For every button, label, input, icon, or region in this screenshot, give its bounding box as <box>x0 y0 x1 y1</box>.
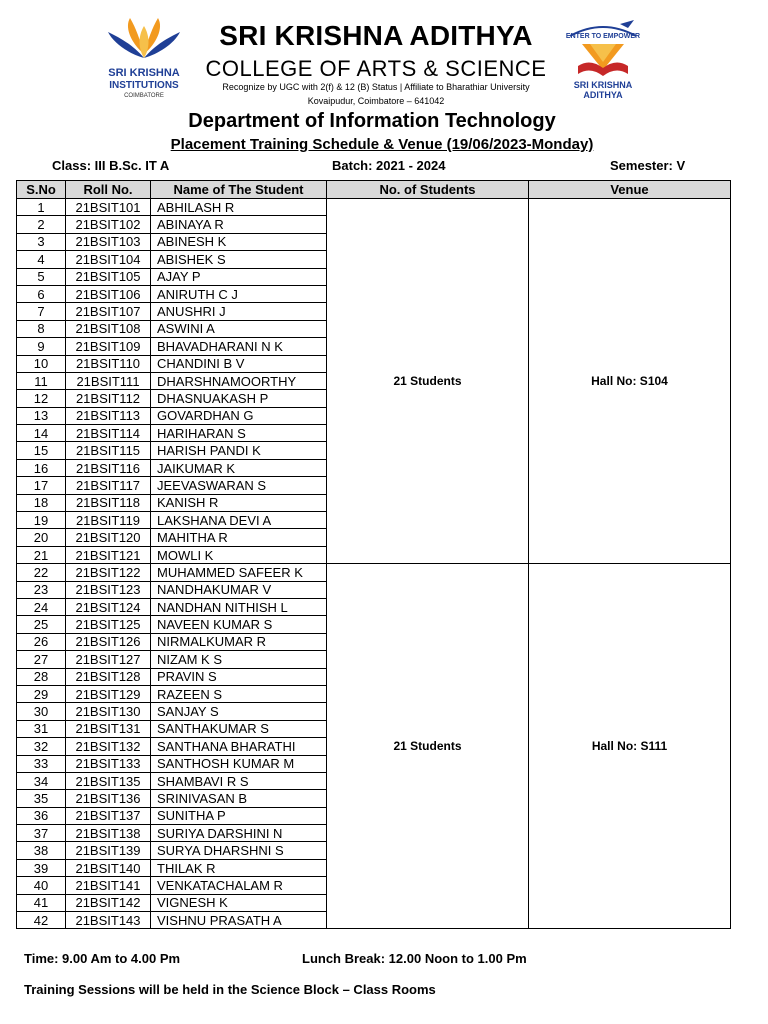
roll-no-cell: 21BSIT117 <box>66 477 151 494</box>
sno-cell: 38 <box>17 842 66 859</box>
column-header-student-count: No. of Students <box>327 181 529 199</box>
student-name-cell: MOWLI K <box>151 546 327 563</box>
student-name-cell: JEEVASWARAN S <box>151 477 327 494</box>
student-name-cell: KANISH R <box>151 494 327 511</box>
student-name-cell: LAKSHANA DEVI A <box>151 512 327 529</box>
college-address: Kovaipudur, Coimbatore – 641042 <box>307 96 445 106</box>
roll-no-cell: 21BSIT114 <box>66 425 151 442</box>
student-name-cell: SURIYA DARSHINI N <box>151 825 327 842</box>
student-name-cell: SANJAY S <box>151 703 327 720</box>
sno-cell: 10 <box>17 355 66 372</box>
sno-cell: 37 <box>17 825 66 842</box>
training-time: Time: 9.00 Am to 4.00 Pm <box>24 951 181 966</box>
sno-cell: 24 <box>17 598 66 615</box>
student-name-cell: ABINAYA R <box>151 216 327 233</box>
sno-cell: 23 <box>17 581 66 598</box>
sno-cell: 16 <box>17 459 66 476</box>
class-info: Class: III B.Sc. IT A <box>52 158 170 173</box>
svg-text:ADITHYA: ADITHYA <box>583 90 623 100</box>
sno-cell: 26 <box>17 633 66 650</box>
student-name-cell: JAIKUMAR K <box>151 459 327 476</box>
roll-no-cell: 21BSIT140 <box>66 859 151 876</box>
roll-no-cell: 21BSIT119 <box>66 512 151 529</box>
sno-cell: 41 <box>17 894 66 911</box>
sno-cell: 4 <box>17 251 66 268</box>
roll-no-cell: 21BSIT103 <box>66 233 151 250</box>
student-name-cell: NIZAM K S <box>151 651 327 668</box>
student-name-cell: MUHAMMED SAFEER K <box>151 564 327 581</box>
column-header-roll-no: Roll No. <box>66 181 151 199</box>
student-name-cell: DHARSHNAMOORTHY <box>151 372 327 389</box>
roll-no-cell: 21BSIT132 <box>66 738 151 755</box>
sno-cell: 12 <box>17 390 66 407</box>
sno-cell: 9 <box>17 338 66 355</box>
roll-no-cell: 21BSIT107 <box>66 303 151 320</box>
student-name-cell: ABISHEK S <box>151 251 327 268</box>
student-name-cell: SHAMBAVI R S <box>151 772 327 789</box>
student-name-cell: BHAVADHARANI N K <box>151 338 327 355</box>
column-header-student-name: Name of The Student <box>151 181 327 199</box>
roll-no-cell: 21BSIT123 <box>66 581 151 598</box>
svg-text:COIMBATORE: COIMBATORE <box>124 93 164 99</box>
student-name-cell: RAZEEN S <box>151 685 327 702</box>
student-name-cell: ANUSHRI J <box>151 303 327 320</box>
roll-no-cell: 21BSIT135 <box>66 772 151 789</box>
sno-cell: 32 <box>17 738 66 755</box>
schedule-title: Placement Training Schedule & Venue (19/06/2023-Monday) <box>170 136 594 153</box>
sno-cell: 17 <box>17 477 66 494</box>
sno-cell: 40 <box>17 877 66 894</box>
sno-cell: 31 <box>17 720 66 737</box>
roll-no-cell: 21BSIT115 <box>66 442 151 459</box>
table-header-row <box>17 181 731 199</box>
student-name-cell: PRAVIN S <box>151 668 327 685</box>
college-recognition: Recognize by UGC with 2(f) & 12 (B) Status | Affiliate to Bharathiar University <box>222 82 530 92</box>
sno-cell: 27 <box>17 651 66 668</box>
student-schedule-table <box>16 180 731 929</box>
sno-cell: 42 <box>17 912 66 929</box>
roll-no-cell: 21BSIT143 <box>66 912 151 929</box>
training-location-note: Training Sessions will be held in the Science Block – Class Rooms <box>24 982 436 997</box>
student-name-cell: ANIRUTH C J <box>151 285 327 302</box>
student-name-cell: NAVEEN KUMAR S <box>151 616 327 633</box>
student-count-cell: 21 Students <box>327 564 529 929</box>
sno-cell: 18 <box>17 494 66 511</box>
roll-no-cell: 21BSIT118 <box>66 494 151 511</box>
roll-no-cell: 21BSIT136 <box>66 790 151 807</box>
student-name-cell: DHASNUAKASH P <box>151 390 327 407</box>
roll-no-cell: 21BSIT116 <box>66 459 151 476</box>
roll-no-cell: 21BSIT133 <box>66 755 151 772</box>
student-name-cell: ASWINI A <box>151 320 327 337</box>
sno-cell: 5 <box>17 268 66 285</box>
sno-cell: 34 <box>17 772 66 789</box>
student-name-cell: NANDHAN NITHISH L <box>151 598 327 615</box>
sno-cell: 29 <box>17 685 66 702</box>
student-name-cell: SURYA DHARSHNI S <box>151 842 327 859</box>
roll-no-cell: 21BSIT121 <box>66 546 151 563</box>
roll-no-cell: 21BSIT137 <box>66 807 151 824</box>
student-name-cell: VENKATACHALAM R <box>151 877 327 894</box>
college-name: SRI KRISHNA ADITHYA <box>219 20 533 51</box>
sno-cell: 1 <box>17 199 66 216</box>
table-row <box>17 564 731 581</box>
student-count-cell: 21 Students <box>327 199 529 564</box>
roll-no-cell: 21BSIT129 <box>66 685 151 702</box>
column-header-sno: S.No <box>17 181 66 199</box>
roll-no-cell: 21BSIT141 <box>66 877 151 894</box>
student-name-cell: MAHITHA R <box>151 529 327 546</box>
venue-cell: Hall No: S111 <box>529 564 731 929</box>
student-name-cell: NIRMALKUMAR R <box>151 633 327 650</box>
sno-cell: 15 <box>17 442 66 459</box>
sno-cell: 13 <box>17 407 66 424</box>
student-name-cell: SANTHOSH KUMAR M <box>151 755 327 772</box>
sno-cell: 8 <box>17 320 66 337</box>
sno-cell: 3 <box>17 233 66 250</box>
student-name-cell: ABINESH K <box>151 233 327 250</box>
student-name-cell: SANTHANA BHARATHI <box>151 738 327 755</box>
sno-cell: 25 <box>17 616 66 633</box>
sri-krishna-institutions-logo <box>96 14 192 104</box>
sno-cell: 11 <box>17 372 66 389</box>
roll-no-cell: 21BSIT122 <box>66 564 151 581</box>
sno-cell: 20 <box>17 529 66 546</box>
roll-no-cell: 21BSIT111 <box>66 372 151 389</box>
svg-text:INSTITUTIONS: INSTITUTIONS <box>109 80 179 91</box>
student-name-cell: ABHILASH R <box>151 199 327 216</box>
batch-info: Batch: 2021 - 2024 <box>332 158 446 173</box>
roll-no-cell: 21BSIT102 <box>66 216 151 233</box>
semester-info: Semester: V <box>610 158 686 173</box>
sno-cell: 6 <box>17 285 66 302</box>
roll-no-cell: 21BSIT101 <box>66 199 151 216</box>
student-name-cell: THILAK R <box>151 859 327 876</box>
student-name-cell: SUNITHA P <box>151 807 327 824</box>
sno-cell: 28 <box>17 668 66 685</box>
student-name-cell: CHANDINI B V <box>151 355 327 372</box>
roll-no-cell: 21BSIT105 <box>66 268 151 285</box>
sri-krishna-adithya-logo <box>560 18 646 104</box>
roll-no-cell: 21BSIT131 <box>66 720 151 737</box>
roll-no-cell: 21BSIT128 <box>66 668 151 685</box>
roll-no-cell: 21BSIT113 <box>66 407 151 424</box>
svg-text:SRI KRISHNA: SRI KRISHNA <box>108 67 180 79</box>
svg-text:ENTER TO EMPOWER: ENTER TO EMPOWER <box>565 33 641 40</box>
table-row <box>17 199 731 216</box>
sno-cell: 35 <box>17 790 66 807</box>
roll-no-cell: 21BSIT112 <box>66 390 151 407</box>
roll-no-cell: 21BSIT106 <box>66 285 151 302</box>
student-name-cell: VIGNESH K <box>151 894 327 911</box>
roll-no-cell: 21BSIT109 <box>66 338 151 355</box>
college-subtitle: COLLEGE OF ARTS & SCIENCE <box>205 56 547 81</box>
document-header <box>0 0 768 110</box>
student-name-cell: SRINIVASAN B <box>151 790 327 807</box>
roll-no-cell: 21BSIT124 <box>66 598 151 615</box>
roll-no-cell: 21BSIT127 <box>66 651 151 668</box>
table-body <box>17 199 731 929</box>
sno-cell: 7 <box>17 303 66 320</box>
roll-no-cell: 21BSIT120 <box>66 529 151 546</box>
student-name-cell: HARIHARAN S <box>151 425 327 442</box>
venue-cell: Hall No: S104 <box>529 199 731 564</box>
svg-text:SRI KRISHNA: SRI KRISHNA <box>573 80 633 90</box>
roll-no-cell: 21BSIT126 <box>66 633 151 650</box>
student-name-cell: HARISH PANDI K <box>151 442 327 459</box>
sno-cell: 19 <box>17 512 66 529</box>
student-name-cell: SANTHAKUMAR S <box>151 720 327 737</box>
roll-no-cell: 21BSIT110 <box>66 355 151 372</box>
roll-no-cell: 21BSIT130 <box>66 703 151 720</box>
lunch-break: Lunch Break: 12.00 Noon to 1.00 Pm <box>302 951 527 966</box>
roll-no-cell: 21BSIT108 <box>66 320 151 337</box>
roll-no-cell: 21BSIT139 <box>66 842 151 859</box>
sno-cell: 2 <box>17 216 66 233</box>
sno-cell: 14 <box>17 425 66 442</box>
department-title: Department of Information Technology <box>188 110 556 132</box>
roll-no-cell: 21BSIT142 <box>66 894 151 911</box>
student-name-cell: AJAY P <box>151 268 327 285</box>
sno-cell: 33 <box>17 755 66 772</box>
student-name-cell: NANDHAKUMAR V <box>151 581 327 598</box>
sno-cell: 30 <box>17 703 66 720</box>
roll-no-cell: 21BSIT138 <box>66 825 151 842</box>
sno-cell: 36 <box>17 807 66 824</box>
sno-cell: 22 <box>17 564 66 581</box>
sno-cell: 21 <box>17 546 66 563</box>
column-header-venue: Venue <box>529 181 731 199</box>
roll-no-cell: 21BSIT104 <box>66 251 151 268</box>
student-name-cell: VISHNU PRASATH A <box>151 912 327 929</box>
roll-no-cell: 21BSIT125 <box>66 616 151 633</box>
student-name-cell: GOVARDHAN G <box>151 407 327 424</box>
sno-cell: 39 <box>17 859 66 876</box>
